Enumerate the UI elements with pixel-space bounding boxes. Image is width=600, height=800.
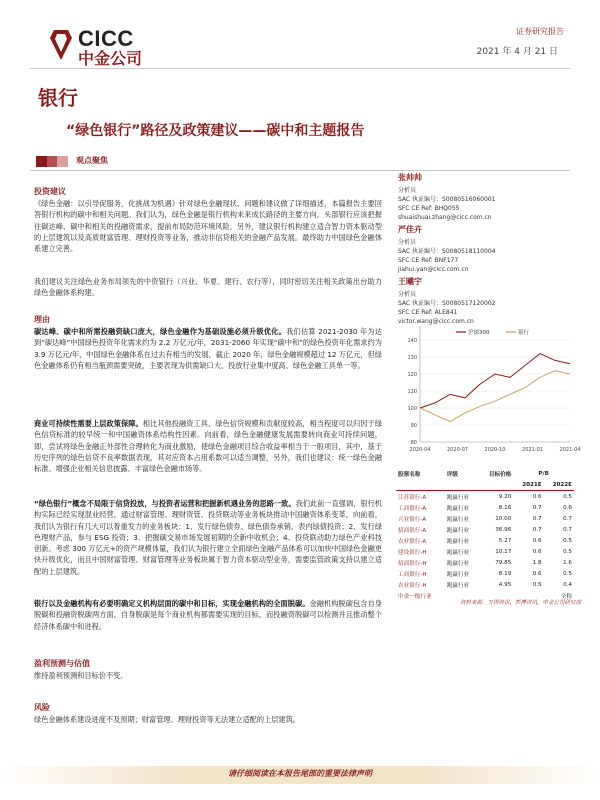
- analyst-3-role: 分析员: [398, 291, 417, 298]
- cell-rating: 跑赢行业: [446, 516, 470, 523]
- table-row: [396, 579, 574, 590]
- table-row: [396, 513, 574, 524]
- header-divider: [30, 68, 570, 69]
- series-line-bank: [420, 371, 570, 422]
- cell-target: 4.95: [498, 581, 512, 588]
- legend-label-hs300: 沪深300: [468, 330, 490, 336]
- analyst-1-sfc: SFC CE Ref: BHQ055: [398, 205, 460, 212]
- cell-target: 8.16: [498, 504, 512, 511]
- cell-name: 农业银行-A: [398, 538, 427, 545]
- analyst-2-sac: SAC 执证编号：S0080518110004: [398, 248, 496, 255]
- cell-rating: 跑赢行业: [446, 560, 470, 567]
- sector-title: 银行: [38, 86, 78, 110]
- y-tick-label: 130: [407, 355, 417, 361]
- cell-pb-2021e: 0.6: [532, 537, 542, 544]
- report-category: 证券研究报告: [516, 27, 564, 36]
- report-title: “绿色银行”路径及政策建议——碳中和主题报告: [66, 123, 365, 139]
- col-header-name: 股票名称: [398, 471, 421, 478]
- analyst-3: [398, 276, 574, 326]
- reason-para-1-bold: 碳达峰、碳中和所需投融资缺口庞大，绿色金融作为基础设施必须升级优化。: [34, 327, 287, 336]
- analyst-3-name: 王曦宇: [398, 277, 422, 286]
- analyst-2-role: 分析员: [398, 239, 417, 246]
- investment-heading: 投资建议: [34, 187, 66, 196]
- cell-name: 兴业银行-A: [398, 516, 427, 523]
- y-tick-label: 80: [410, 440, 417, 446]
- forecast-text: 维持盈利预测和目标价不变。: [34, 671, 128, 680]
- col-header-2022e: 2022E: [552, 481, 572, 488]
- cell-target: 8.19: [498, 570, 512, 577]
- footer-disclaimer: 请仔细阅读在本报告尾部的重要法律声明: [228, 769, 372, 778]
- cell-pb-2022e: 0.4: [563, 581, 572, 588]
- cell-target: 5.27: [498, 537, 512, 544]
- table-row: [396, 535, 574, 546]
- analyst-1-sac: SAC 执证编号：S0080516060001: [398, 196, 496, 203]
- brand-name-en: CICC: [78, 26, 134, 51]
- y-tick-label: 110: [407, 389, 417, 395]
- cell-name: 工商银行-A: [398, 505, 427, 512]
- risk-text: 绿色金融体系建设进度不及预期；财富管理、理财投资等无法建立适配的上层建筑。: [34, 715, 300, 724]
- y-tick-label: 120: [407, 372, 417, 378]
- legend-label-bank: 银行: [518, 330, 530, 336]
- col-header-rating: 评级: [446, 471, 458, 478]
- y-tick-label: 140: [407, 338, 417, 344]
- cell-target: 10.00: [495, 515, 512, 522]
- analyst-1-name: 张帅帅: [398, 173, 422, 182]
- reason-para-3: [34, 498, 382, 577]
- cell-pb-2022e: 0.5: [563, 493, 572, 500]
- investment-para-2: 我们建议关注绿色业务布局领先的中资银行（兴业、华夏、建行、农行等），同时密切关注相关政策出台助力绿色金融体系构建。: [34, 277, 382, 298]
- cell-pb-2021e: 0.6: [532, 570, 542, 577]
- reason-para-4: [34, 598, 382, 632]
- performance-line-chart: [396, 320, 581, 460]
- cell-name: 招商银行-H: [398, 560, 427, 567]
- brand-name-cn: 中金公司: [78, 49, 143, 68]
- reason-para-1-text: 我们估算 2021-2030 年为达到“碳达峰”中国绿色投资年化需求约为 2.2 万亿元/年，2031-2060 年实现“碳中和”的绿色投资年化需求约为 3.9 万亿元/年，中国绿色金融体系在过去有相当的发展，截止 2020 年，绿色金融规模超过 12 万亿元，但绿色金融体系仍有相当瓶颈需要突破，主要表现为供需缺口大、投放行业集中度高、绿色金融工具单一等。: [34, 327, 382, 370]
- x-tick-label: 2020-10: [484, 447, 506, 453]
- cell-name: 江苏银行-A: [398, 494, 427, 501]
- cell-pb-2021e: 0.6: [532, 493, 542, 500]
- table-row: [396, 546, 574, 557]
- cell-name: 工商银行-H: [398, 571, 427, 578]
- reason-para-4-text: 金融机构脱碳包含自身脱碳和投融资脱碳两方面，自身脱碳是每个商业机构都需要实现的目标，而投融资脱碳可以检测并且推动整个经济体系碳中和进程。: [34, 599, 382, 631]
- cell-name: 中金一级行业: [398, 593, 432, 600]
- x-tick-label: 2021-04: [559, 447, 581, 453]
- cell-target: 36.96: [495, 526, 512, 533]
- cell-name: 农业银行-H: [398, 582, 427, 589]
- tag-label: 观点聚焦: [76, 156, 108, 165]
- analyst-2-name: 严佳卉: [398, 225, 422, 234]
- analyst-2-email[interactable]: jiahui.yan@cicc.com.cn: [398, 266, 469, 273]
- title-divider: [30, 170, 570, 171]
- cell-pb-2021e: 1.8: [532, 559, 542, 566]
- table-row: [396, 557, 574, 568]
- cell-pb-2021e: 0.7: [532, 526, 542, 533]
- cell-rating: 跑赢行业: [446, 571, 470, 578]
- stock-table-wrap: [396, 468, 574, 601]
- table-row: [396, 524, 574, 535]
- risk-heading: 风险: [34, 703, 50, 712]
- reason-para-2-bold: 商业可持续性需要上层政策保障。: [34, 419, 143, 428]
- cell-rating: 跑赢行业: [446, 527, 470, 534]
- cell-name: 招商银行-A: [398, 527, 427, 534]
- cell-rating: 跑赢行业: [446, 582, 470, 589]
- analyst-3-email[interactable]: victor.wang@cicc.com.cn: [398, 318, 474, 325]
- cell-pb-2022e: 0.5: [563, 537, 572, 544]
- report-date: 2021 年 4 月 21 日: [476, 47, 558, 57]
- col-header-2021e: 2021E: [522, 481, 542, 488]
- analyst-1: [398, 172, 574, 222]
- table-row: [396, 491, 574, 503]
- stock-table: [396, 468, 574, 601]
- reason-para-2-text: 相比其他投融资工具，绿色信贷规模和贡献度较高，相当程度可以归因于绿色信贷标准的较早统一和中国融资体系结构性因素。向前看，绿色金融健康发展需要转向商业可持续问题，即，尝试将绿色金融正外部性合理转化为商业激励，使绿色金融项目综合收益率相当于一般项目，其中，基于历史序列的绿色信贷不良率数据表现，其对应资本占用系数可以适当调整，另外，我们也建议：统一绿色金融标准、增强企业相关信息披露、丰富绿色金融市场等。: [34, 419, 382, 474]
- y-tick-label: 100: [407, 406, 417, 412]
- cell-pb-2021e: 0.7: [532, 515, 542, 522]
- cell-rating: 跑赢行业: [446, 505, 470, 512]
- cell-rating: 跑赢行业: [446, 494, 470, 501]
- tag-color-bar: [36, 156, 68, 167]
- cell-pb-2022e: 0.7: [563, 515, 572, 522]
- analyst-1-email[interactable]: shuaishuai.zhang@cicc.com.cn: [398, 214, 492, 221]
- forecast-heading: 盈利预测与估值: [34, 659, 90, 668]
- cell-pb-2021e: 0.7: [532, 504, 542, 511]
- analyst-3-sac: SAC 执证编号：S0080517120002: [398, 300, 496, 307]
- col-header-target: 目标价格: [488, 471, 512, 478]
- cell-pb-2022e: 0.7: [563, 526, 572, 533]
- cell-pb-2022e: 0.5: [563, 570, 572, 577]
- x-tick-label: 2020-07: [447, 447, 468, 453]
- cell-target: 79.85: [495, 559, 512, 566]
- cell-rating: 跑赢行业: [446, 549, 470, 556]
- cell-name: 建设银行-H: [398, 549, 427, 556]
- analyst-3-sfc: SFC CE Ref: ALE841: [398, 309, 458, 316]
- cell-pb-2022e: 0.6: [563, 504, 572, 511]
- cell-pb-2022e: 全称: [560, 593, 572, 600]
- cell-rating: 跑赢行业: [446, 538, 470, 545]
- cell-pb-2022e: 0.5: [563, 548, 572, 555]
- cell-target: 9.20: [498, 493, 512, 500]
- reason-para-3-bold: “绿色银行”概念不局限于信贷投放，与投资者运营和把握新机遇业务的思路一致。: [34, 499, 296, 508]
- reason-heading: 理由: [34, 315, 50, 324]
- analyst-2-sfc: SFC CE Ref: BNF177: [398, 257, 459, 264]
- analyst-2: [398, 224, 574, 274]
- cell-pb-2022e: 1.6: [563, 559, 572, 566]
- reason-para-3-text: 我们此前一直强调，银行机构实际已经实现混业经营，通过财富管理、理财资管、投贷联动等业务板块推动中国融资体系变革，向前看，我们认为银行有几大可以着重发力的业务板块：1、发行绿色债券、绿色债券承销、表内绿债投资；2、发行绿色理财产品，参与 ESG 投资；3、把握碳交易市场发展初期的全新中收机会；4、投贷联动助力绿色产业科技创新。考虑 300 万亿元+的资产规模体量，我们认为银行建立全面绿色金融产品体系可以加快中国绿色金融更快升级优化，而且中国财富管理、财富管理等业务板块属于智力资本驱动型业务，需要监管政策支持以建立适配的上层建筑。: [34, 499, 382, 576]
- cicc-logo-icon: [48, 28, 74, 62]
- analyst-1-role: 分析员: [398, 187, 417, 194]
- cell-pb-2021e: 0.6: [532, 548, 542, 555]
- cell-target: 10.17: [495, 548, 512, 555]
- y-tick-label: 90: [410, 423, 417, 429]
- x-tick-label: 2021-01: [522, 447, 543, 453]
- series-line-hs300: [420, 354, 570, 408]
- col-header-pb: P/B: [538, 470, 549, 477]
- table-row: [396, 568, 574, 579]
- reason-para-2: [34, 418, 382, 474]
- investment-para-1: 《绿色金融：以引导促服务，化挑战为机遇》针对绿色金融现状、问题和建议做了详细描述，本篇报告主要回答银行机构的碳中和相关问题。我们认为，绿色金融是银行机构未来成长路径的主要方向，头部银行应该把握住碳达峰、碳中和相关的投融资需求，提前布局防范环境风险，另外，建议银行机构建立适合智力资本驱动型的上层建筑以及高质财富管理、理财投资等业务，推动非信贷相关的金融产品发展。最终助力中国绿色金融体系建立完善。: [34, 199, 382, 254]
- reason-para-1: [34, 326, 382, 371]
- reason-para-4-bold: 银行以及金融机构有必要明确定义机构层面的碳中和目标，实现金融机构的全面脱碳。: [34, 599, 310, 608]
- cell-pb-2021e: 0.5: [532, 581, 542, 588]
- table-row: [396, 502, 574, 513]
- x-tick-label: 2020-04: [409, 447, 431, 453]
- table-source: 资料来源：万得资讯，彭博资讯，中金公司研究部: [460, 600, 582, 606]
